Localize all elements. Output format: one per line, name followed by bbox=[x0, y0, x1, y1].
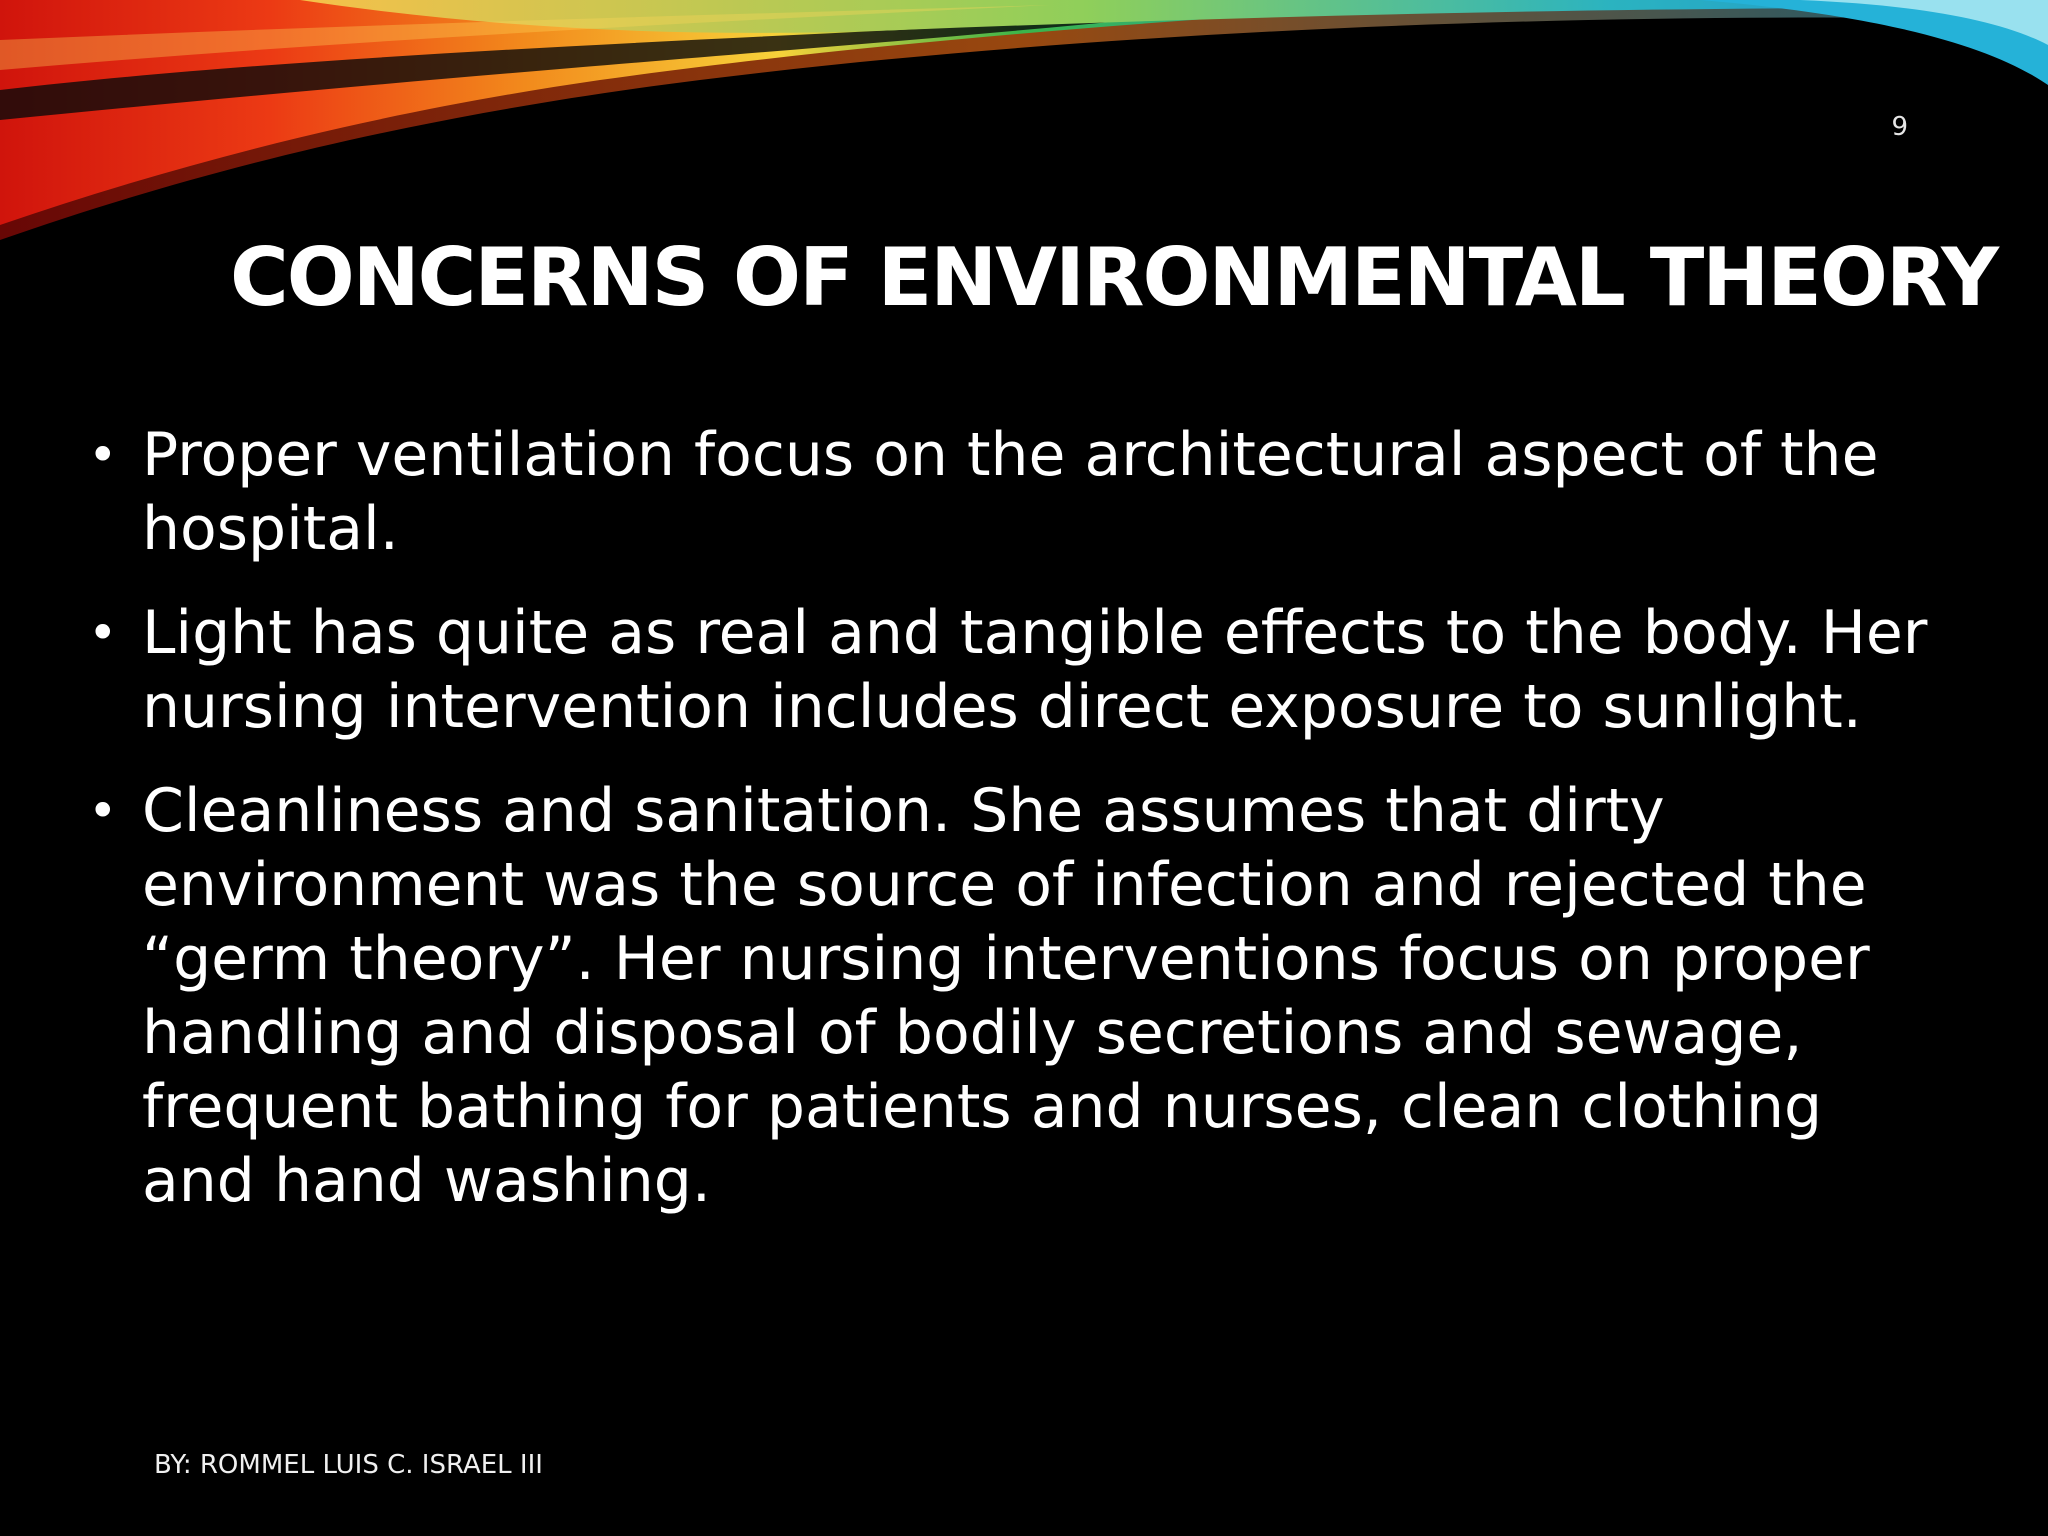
bullet-dot-icon: • bbox=[88, 604, 118, 662]
bullet-text: Cleanliness and sanitation. She assumes that dirty environment was the source of infection and rejected the “germ theory”. Her nursing interventions focus on proper handling and disposal of bodily secretions and sewage, frequent bathing for patients and nurses, clean clothing and hand washing. bbox=[142, 776, 1870, 1216]
bullet-item bbox=[82, 418, 1952, 566]
bullet-text: Proper ventilation focus on the architectural aspect of the hospital. bbox=[142, 420, 1879, 564]
bullet-dot-icon: • bbox=[88, 426, 118, 484]
bullet-item bbox=[82, 774, 1952, 1218]
decorative-ribbon-banner bbox=[0, 0, 2048, 260]
bullet-item bbox=[82, 596, 1952, 744]
slide-footer-author: BY: ROMMEL LUIS C. ISRAEL III bbox=[154, 1450, 543, 1480]
slide-number: 9 bbox=[1891, 112, 1908, 142]
bullet-text: Light has quite as real and tangible effects to the body. Her nursing intervention includes direct exposure to sunlight. bbox=[142, 598, 1928, 742]
slide-title: CONCERNS OF ENVIRONMENTAL THEORY bbox=[230, 231, 1998, 324]
bullet-dot-icon: • bbox=[88, 782, 118, 840]
bullet-list bbox=[82, 418, 1952, 1248]
